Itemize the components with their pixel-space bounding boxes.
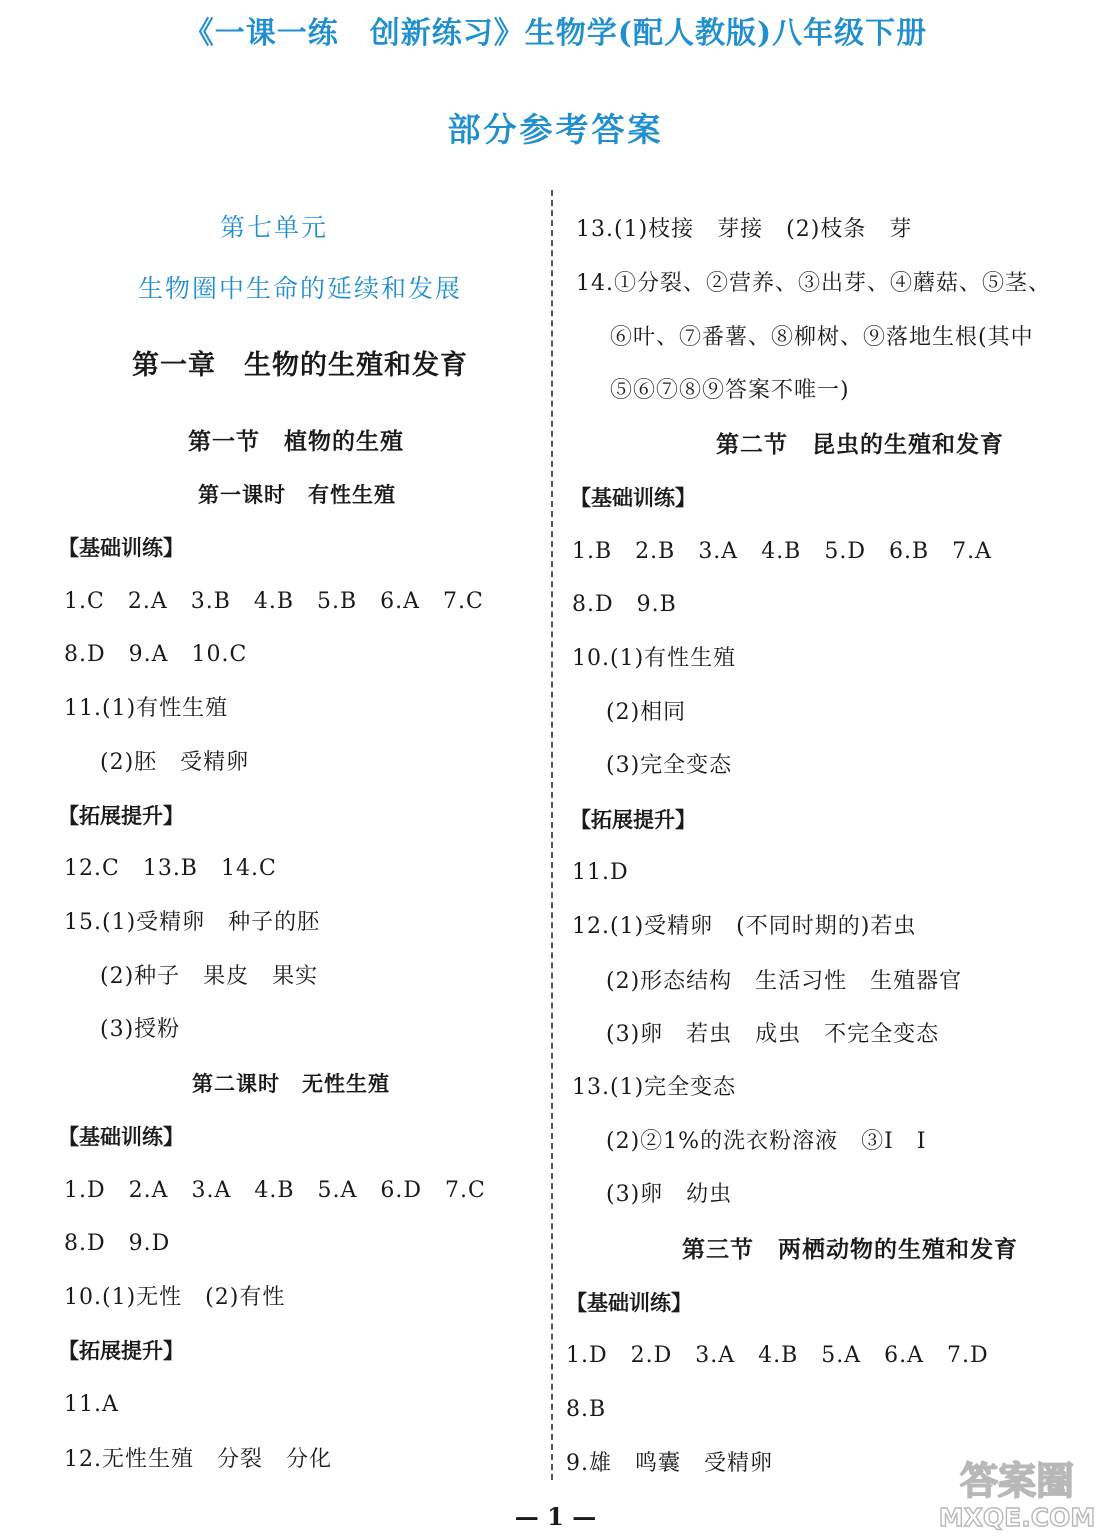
- section-title: 第一节 植物的生殖: [188, 428, 404, 455]
- answer-line: (2)②1%的洗衣粉溶液 ③Ⅰ Ⅰ: [606, 1129, 927, 1154]
- answer-line: 8.D 9.A 10.C: [64, 642, 248, 667]
- answer-line: (3)完全变态: [606, 753, 733, 778]
- answer-line: (3)授粉: [100, 1017, 181, 1042]
- exercise-tag: 【基础训练】: [58, 1124, 184, 1149]
- answer-line: ⑥叶、⑦番薯、⑧柳树、⑨落地生根(其中: [610, 325, 1034, 350]
- exercise-tag: 【拓展提升】: [58, 803, 184, 828]
- answer-line: 10.(1)有性生殖: [572, 646, 737, 671]
- exercise-tag: 【基础训练】: [58, 535, 184, 560]
- page-number: — 1 —: [514, 1502, 597, 1531]
- answer-line: 1.D 2.D 3.A 4.B 5.A 6.A 7.D: [566, 1343, 989, 1368]
- answer-line: 8.D 9.B: [572, 592, 677, 617]
- answer-line: (2)形态结构 生活习性 生殖器官: [606, 969, 963, 994]
- column-divider: [551, 190, 553, 1480]
- unit-subtitle: 生物圈中生命的延续和发展: [137, 274, 462, 303]
- answer-line: (2)种子 果皮 果实: [100, 964, 319, 989]
- answer-line: 10.(1)无性 (2)有性: [64, 1285, 286, 1310]
- answer-line: 1.D 2.A 3.A 4.B 5.A 6.D 7.C: [64, 1178, 486, 1203]
- answer-line: 13.(1)枝接 芽接 (2)枝条 芽: [576, 217, 913, 242]
- watermark-bottom-text: MXQE.COM: [938, 1503, 1096, 1532]
- section-title: 第二节 昆虫的生殖和发育: [716, 431, 1004, 458]
- answer-line: 14.①分裂、②营养、③出芽、④蘑菇、⑤茎、: [576, 271, 1051, 296]
- answers-title: 部分参考答案: [447, 110, 664, 149]
- answer-line: (2)相同: [606, 700, 687, 725]
- exercise-tag: 【基础训练】: [570, 485, 696, 510]
- answer-line: 13.(1)完全变态: [572, 1075, 737, 1100]
- answer-line: (3)卵 幼虫: [606, 1182, 733, 1207]
- chapter-title: 第一章 生物的生殖和发育: [132, 350, 468, 381]
- answer-line: 1.C 2.A 3.B 4.B 5.B 6.A 7.C: [64, 589, 484, 614]
- exercise-tag: 【拓展提升】: [58, 1338, 184, 1363]
- answer-line: ⑤⑥⑦⑧⑨答案不唯一): [610, 378, 850, 403]
- answer-line: 8.B: [566, 1397, 607, 1422]
- answer-line: 11.A: [64, 1392, 119, 1417]
- answer-line: 1.B 2.B 3.A 4.B 5.D 6.B 7.A: [572, 539, 993, 564]
- answer-line: 15.(1)受精卵 种子的胚: [64, 910, 321, 935]
- answer-line: 12.(1)受精卵 (不同时期的)若虫: [572, 914, 917, 939]
- answer-line: 11.(1)有性生殖: [64, 696, 229, 721]
- answer-line: 11.D: [572, 860, 629, 885]
- book-header: 《一课一练 创新练习》生物学(配人教版)八年级下册: [183, 16, 928, 51]
- answer-line: (2)胚 受精卵: [100, 750, 250, 775]
- lesson-title: 第二课时 无性生殖: [192, 1071, 390, 1096]
- unit-title: 第七单元: [219, 213, 328, 242]
- exercise-tag: 【基础训练】: [566, 1290, 692, 1315]
- watermark-top-text: 答案圈: [959, 1459, 1075, 1503]
- answer-line: 12.C 13.B 14.C: [64, 856, 277, 881]
- lesson-title: 第一课时 有性生殖: [198, 482, 396, 507]
- section-title: 第三节 两栖动物的生殖和发育: [682, 1236, 1018, 1263]
- answer-line: 12.无性生殖 分裂 分化: [64, 1447, 332, 1472]
- exercise-tag: 【拓展提升】: [570, 807, 696, 832]
- answer-line: (3)卵 若虫 成虫 不完全变态: [606, 1022, 940, 1047]
- answer-line: 9.雄 鸣囊 受精卵: [566, 1451, 773, 1476]
- answer-line: 8.D 9.D: [64, 1231, 171, 1256]
- watermark-logo: [930, 1452, 1105, 1532]
